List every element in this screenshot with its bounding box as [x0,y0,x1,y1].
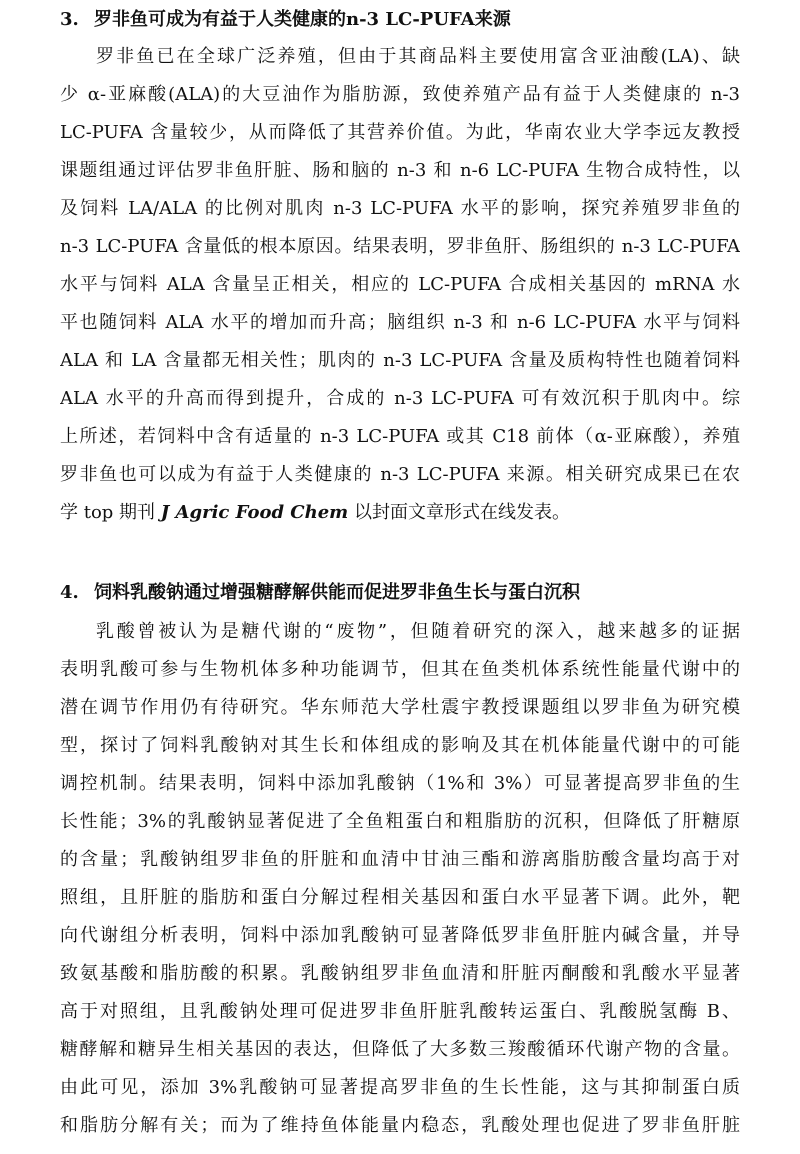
section-3-paragraph [60,38,740,532]
paragraph-line: 长性能；3%的乳酸钠显著促进了全鱼粗蛋白和粗脂肪的沉积，但降低了肝糖原 [60,811,740,832]
paragraph-line: ALA 和 LA 含量都无相关性；肌肉的 n-3 LC-PUFA 含量及质构特性也随着饲料 [60,350,740,371]
last-line-pre: 学 top 期刊 [60,502,161,523]
paragraph-line: LC-PUFA 含量较少，从而降低了其营养价值。为此，华南农业大学李远友教授 [60,122,740,143]
section-3-title: 罗非鱼可成为有益于人类健康的n-3 LC-PUFA来源 [94,9,511,30]
paragraph-line: 照组，且肝脏的脂肪和蛋白分解过程相关基因和蛋白水平显著下调。此外，靶 [60,887,740,908]
paragraph-line: 乳酸曾被认为是糖代谢的“废物”，但随着研究的深入，越来越多的证据 [96,621,740,642]
journal-name: J Agric Food Chem [160,502,349,523]
section-4-number: 4. [60,582,79,603]
paragraph-line: 致氨基酸和脂肪酸的积累。乳酸钠组罗非鱼血清和肝脏丙酮酸和乳酸水平显著 [60,963,740,984]
paragraph-line: 水平与饲料 ALA 含量呈正相关，相应的 LC-PUFA 合成相关基因的 mRNA 水 [60,274,740,295]
paragraph-line: 高于对照组，且乳酸钠处理可促进罗非鱼肝脏乳酸转运蛋白、乳酸脱氢酶 B、 [60,1001,740,1022]
paragraph-line: 向代谢组分析表明，饲料中添加乳酸钠可显著降低罗非鱼肝脏内碱含量，并导 [60,925,740,946]
paragraph-line: 的含量；乳酸钠组罗非鱼的肝脏和血清中甘油三酯和游离脂肪酸含量均高于对 [60,849,740,870]
paragraph-line: 潜在调节作用仍有待研究。华东师范大学杜震宇教授课题组以罗非鱼为研究模 [60,697,740,718]
section-3-number: 3. [60,9,79,30]
paragraph-line: 平也随饲料 ALA 水平的增加而升高；脑组织 n-3 和 n-6 LC-PUFA 水平与饲料 [60,312,740,333]
section-4-title: 饲料乳酸钠通过增强糖酵解供能而促进罗非鱼生长与蛋白沉积 [94,582,580,603]
paragraph-line: 课题组通过评估罗非鱼肝脏、肠和脑的 n-3 和 n-6 LC-PUFA 生物合成特性，以 [60,160,740,181]
paragraph-line: 罗非鱼也可以成为有益于人类健康的 n-3 LC-PUFA 来源。相关研究成果已在农 [60,464,740,485]
paragraph-line: 少 α-亚麻酸(ALA)的大豆油作为脂肪源，致使养殖产品有益于人类健康的 n-3 [60,84,740,105]
paragraph-line: ALA 水平的升高而得到提升，合成的 n-3 LC-PUFA 可有效沉积于肌肉中。综 [60,388,740,409]
paragraph-line: 上所述，若饲料中含有适量的 n-3 LC-PUFA 或其 C18 前体（α-亚麻酸），养殖 [60,426,740,447]
paragraph-line: 糖酵解和糖异生相关基因的表达，但降低了大多数三羧酸循环代谢产物的含量。 [60,1039,740,1060]
paragraph-line: 和脂肪分解有关；而为了维持鱼体能量内稳态，乳酸处理也促进了罗非鱼肝脏 [60,1115,740,1136]
paragraph-last-line [60,494,740,532]
section-3-heading [60,7,511,33]
section-4-heading [60,580,580,606]
paragraph-line: 调控机制。结果表明，饲料中添加乳酸钠（1%和 3%）可显著提高罗非鱼的生 [60,773,740,794]
last-line-post: 以封面文章形式在线发表。 [348,502,570,523]
paragraph-line: 及饲料 LA/ALA 的比例对肌肉 n-3 LC-PUFA 水平的影响，探究养殖罗非鱼的 [60,198,740,219]
paragraph-line: 罗非鱼已在全球广泛养殖，但由于其商品料主要使用富含亚油酸(LA)、缺 [96,46,740,67]
paragraph-line: 型，探讨了饲料乳酸钠对其生长和体组成的影响及其在机体能量代谢中的可能 [60,735,740,756]
paragraph-line: n-3 LC-PUFA 含量低的根本原因。结果表明，罗非鱼肝、肠组织的 n-3 LC-PUFA [60,236,740,257]
section-4-paragraph [60,613,740,1145]
paragraph-line: 表明乳酸可参与生物机体多种功能调节，但其在鱼类机体系统性能量代谢中的 [60,659,740,680]
paragraph-line: 由此可见，添加 3%乳酸钠可显著提高罗非鱼的生长性能，这与其抑制蛋白质 [60,1077,740,1098]
